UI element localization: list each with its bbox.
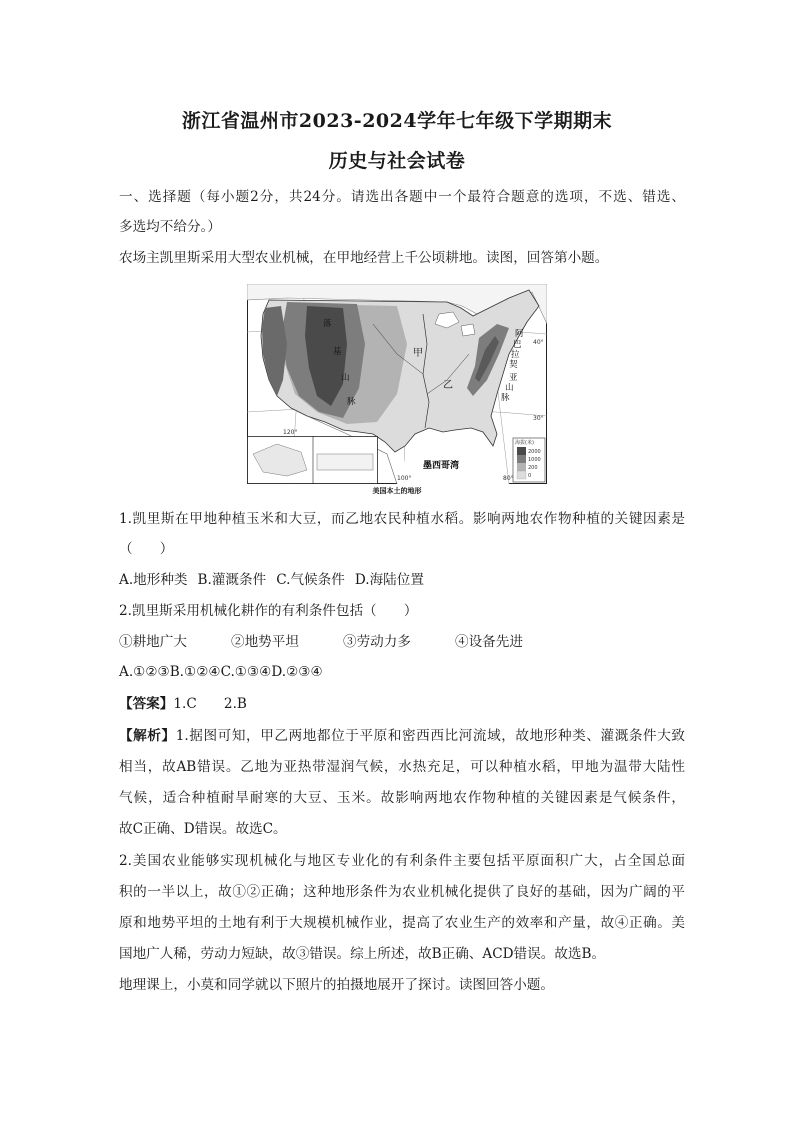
- analysis-line2: 相当，故AB错误。乙地为亚热带湿润气候，水热充足，可以种植水稻，甲地为温带大陆性: [119, 759, 685, 775]
- q2-item-3: ③劳动力多: [343, 634, 411, 650]
- q2-item-2: ②地势平坦: [231, 634, 299, 650]
- q1-option-d: D.海陆位置: [354, 572, 424, 588]
- q1-stem-line1: 1.凯里斯在甲地种植玉米和大豆，而乙地农民种植水稻。影响两地农作物种植的关键因素是: [119, 511, 685, 527]
- label-app-3: 拉: [511, 350, 520, 360]
- label-lat40: 40°: [533, 339, 544, 346]
- label-lat30: 30°: [533, 415, 544, 422]
- section-heading-line2: 多选均不给分。）: [119, 219, 221, 235]
- legend-title: 海拔(米): [515, 440, 534, 446]
- label-lon80: 80°: [503, 475, 514, 482]
- analysis-text1: 1.据图可知，甲乙两地都位于平原和密西西比河流域，故地形种类、灌溉条件大致: [175, 728, 686, 744]
- label-rocky-4: 脉: [347, 397, 356, 407]
- q2-stem: 2.凯里斯采用机械化耕作的有利条件包括（ ）: [119, 603, 418, 619]
- q2-item-4: ④设备先进: [455, 634, 523, 650]
- q1-option-c: C.气候条件: [276, 572, 345, 588]
- q1-option-b: B.灌溉条件: [197, 572, 267, 588]
- analysis-line7: 原和地势平坦的土地有利于大规模机械作业，提高了农业生产的效率和产量，故④正确。美: [119, 915, 685, 931]
- label-lon100: 100°: [397, 475, 412, 482]
- label-gulf: 墨西哥湾: [423, 461, 460, 471]
- answer-text: 1.C 2.B: [173, 696, 247, 712]
- question-intro: 农场主凯里斯采用大型农业机械，在甲地经营上千公顷耕地。读图，回答第小题。: [119, 250, 609, 266]
- analysis-line1: [119, 726, 685, 746]
- legend-value-2000: 2000: [528, 449, 541, 455]
- analysis-line8: 国地广人稀，劳动力短缺，故③错误。综上所述，故B正确、ACD错误。故选B。: [119, 946, 606, 962]
- label-jia: 甲: [413, 348, 423, 359]
- analysis-line5: 2.美国农业能够实现机械化与地区专业化的有利条件主要包括平原面积广大，占全国总面: [119, 853, 685, 869]
- label-app-6: 山: [505, 383, 514, 393]
- label-rocky-2: 基: [333, 347, 342, 357]
- analysis-line3: 气候，适合种植耐旱耐寒的大豆、玉米。故影响两地农作物种植的关键因素是气候条件，: [119, 790, 685, 806]
- label-app-7: 脉: [501, 393, 510, 403]
- q1-stem-line2: （ ）: [119, 541, 174, 557]
- next-question-intro: 地理课上，小莫和同学就以下照片的拍摄地展开了探讨。读图回答小题。: [119, 977, 554, 993]
- q2-items: [119, 632, 685, 652]
- page-title: 浙江省温州市2023-2024学年七年级下学期期末: [181, 110, 613, 132]
- label-app-2: 巴: [513, 340, 522, 350]
- analysis-label: 【解析】: [119, 728, 176, 744]
- label-app-4: 契: [509, 360, 518, 370]
- label-rocky-1: 落: [323, 319, 332, 329]
- q2-item-1: ①耕地广大: [119, 634, 187, 650]
- label-lon120: 120°: [283, 429, 298, 436]
- legend-value-200: 200: [528, 465, 538, 471]
- label-app-5: 亚: [509, 373, 518, 383]
- legend-value-0: 0: [528, 473, 532, 479]
- label-rocky-3: 山: [341, 373, 350, 383]
- answer-label: 【答案】: [119, 696, 174, 712]
- analysis-line6: 积的一半以上，故①②正确；这种地形条件为农业机械化提供了良好的基础，因为广阔的平: [119, 884, 685, 900]
- map-caption: 美国本土的地形: [372, 487, 422, 495]
- answer-line: [119, 694, 685, 714]
- analysis-line4: 故C正确、D错误。故选C。: [119, 821, 287, 837]
- q1-options: [119, 570, 685, 590]
- label-yi: 乙: [443, 380, 453, 391]
- q2-options: A.①②③B.①②④C.①③④D.②③④: [119, 664, 323, 680]
- section-heading-line1: 一、选择题（每小题2分，共24分。请选出各题中一个最符合题意的选项，不选、错选、: [119, 189, 685, 205]
- q1-option-a: A.地形种类: [119, 572, 188, 588]
- label-app-1: 阿: [515, 329, 524, 339]
- us-terrain-map: [247, 284, 547, 497]
- legend-value-1000: 1000: [528, 457, 541, 463]
- page-subtitle: 历史与社会试卷: [328, 150, 466, 172]
